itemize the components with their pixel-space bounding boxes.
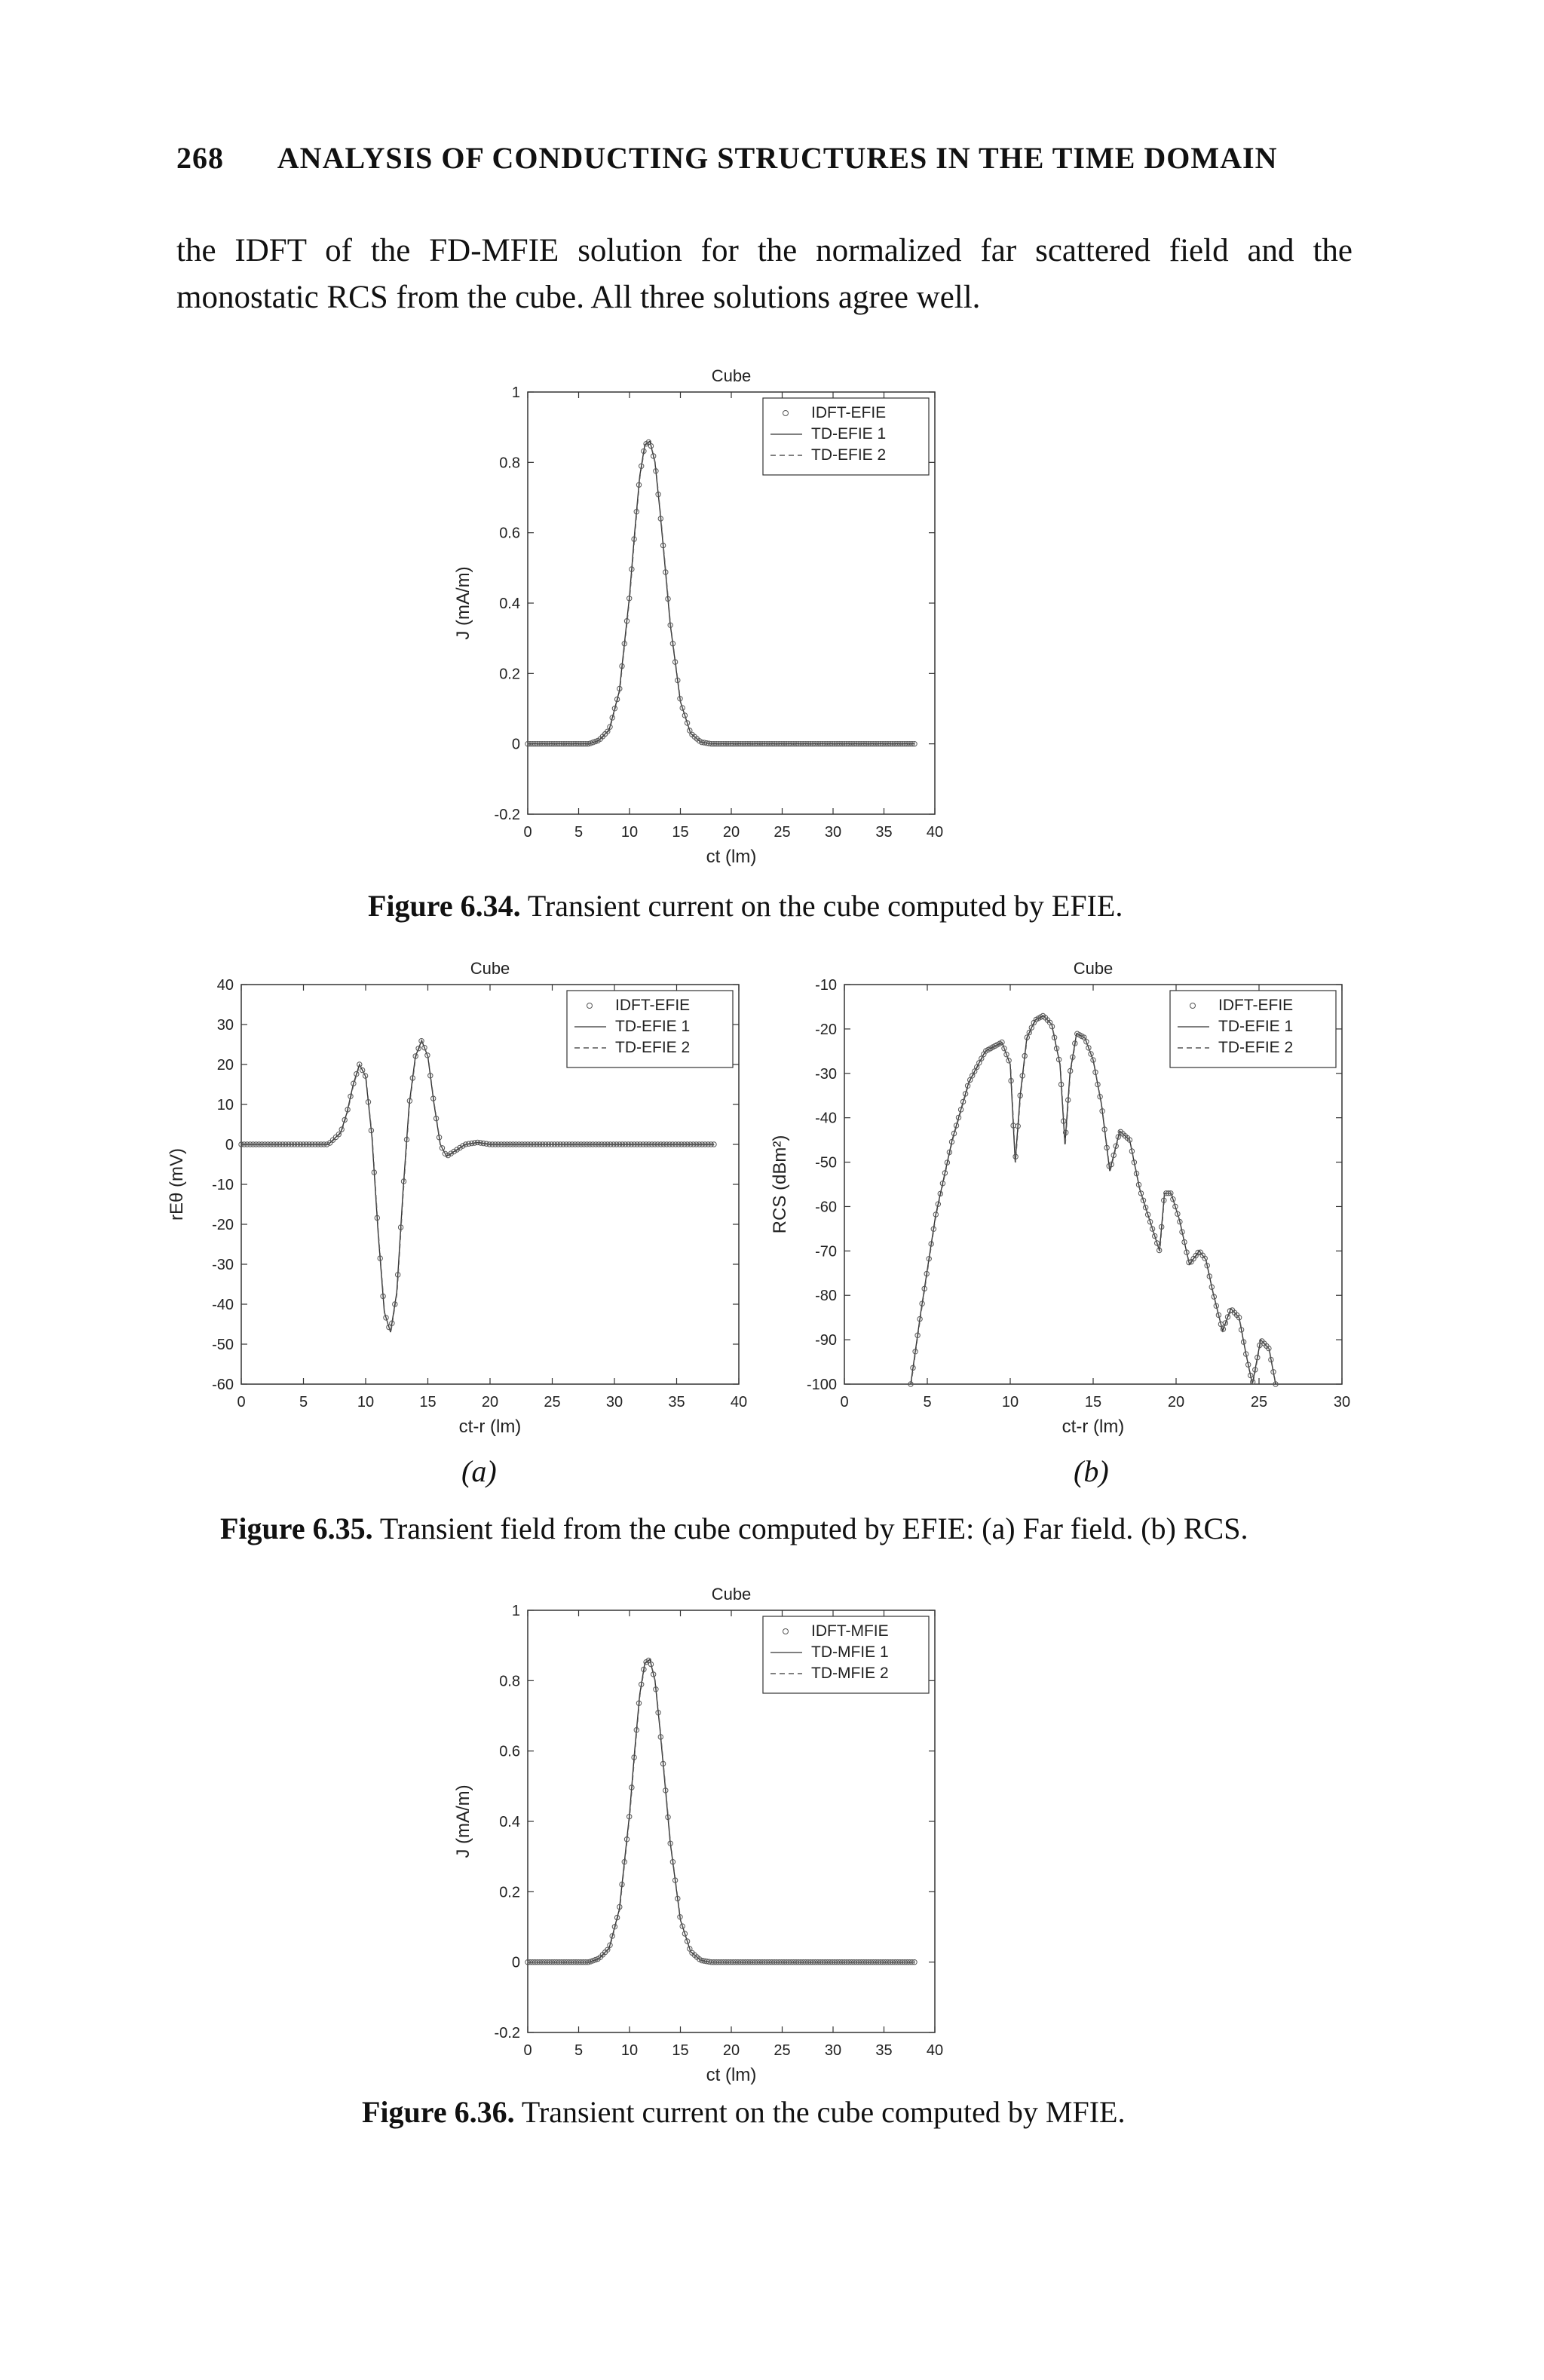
x-tick-label: 10 — [1001, 1394, 1019, 1411]
y-tick-label: 1 — [511, 1603, 520, 1619]
series-line-td-2 — [242, 1041, 715, 1333]
y-axis-label: RCS (dBm²) — [770, 1135, 790, 1234]
chart-fig-6-34 — [407, 354, 1071, 882]
chart-title: Cube — [1073, 959, 1114, 978]
x-tick-label: 40 — [730, 1394, 748, 1411]
y-tick-label: 0.8 — [499, 1673, 520, 1690]
legend-label: IDFT-EFIE — [1218, 997, 1294, 1014]
y-tick-label: -70 — [815, 1243, 837, 1260]
y-tick-label: 0 — [511, 736, 520, 753]
chart-title: Cube — [711, 366, 752, 385]
legend-label: IDFT-MFIE — [811, 1622, 889, 1640]
x-tick-label: 15 — [419, 1394, 437, 1411]
series-line-td-1 — [528, 1659, 914, 1962]
series-line-td-1 — [241, 1040, 714, 1332]
y-tick-label: 1 — [511, 384, 520, 401]
y-tick-label: -90 — [815, 1332, 837, 1349]
y-tick-label: 0 — [511, 1954, 520, 1971]
caption-fig-6-34 — [368, 888, 1123, 924]
y-tick-label: -80 — [815, 1288, 837, 1305]
x-tick-label: 0 — [840, 1394, 849, 1411]
x-tick-label: 35 — [875, 2042, 893, 2059]
x-axis-label: ct-r (lm) — [1062, 1417, 1125, 1437]
x-tick-label: 20 — [481, 1394, 499, 1411]
y-axis-label: J (mA/m) — [453, 1784, 473, 1858]
y-tick-label: -0.2 — [494, 2025, 520, 2042]
legend-label: TD-EFIE 1 — [1218, 1018, 1294, 1035]
caption-text: Transient current on the cube computed by MFIE. — [521, 2095, 1126, 2129]
y-tick-label: -20 — [815, 1021, 837, 1038]
legend — [763, 398, 929, 475]
caption-text: Transient field from the cube computed by EFIE: (a) Far field. (b) RCS. — [379, 1512, 1248, 1545]
x-tick-label: 30 — [824, 2042, 842, 2059]
x-tick-label: 40 — [926, 2042, 944, 2059]
legend-label: IDFT-EFIE — [811, 404, 887, 421]
y-tick-label: -30 — [212, 1257, 234, 1273]
legend-label: TD-EFIE 1 — [811, 425, 887, 443]
x-tick-label: 5 — [299, 1394, 308, 1411]
legend — [1170, 991, 1336, 1067]
x-tick-label: 20 — [722, 2042, 740, 2059]
caption-label: Figure 6.35. — [220, 1512, 373, 1545]
sublabel-b: (b) — [1074, 1454, 1109, 1488]
y-tick-label: -10 — [212, 1177, 234, 1193]
x-tick-label: 25 — [774, 824, 791, 841]
y-tick-label: 0 — [225, 1137, 234, 1153]
x-tick-label: 5 — [574, 824, 584, 841]
y-tick-label: -50 — [815, 1154, 837, 1172]
y-tick-label: 0.6 — [499, 1743, 520, 1760]
x-axis-label: ct-r (lm) — [458, 1417, 522, 1437]
x-tick-label: 30 — [1333, 1394, 1351, 1411]
x-tick-label: 30 — [605, 1394, 623, 1411]
x-tick-label: 25 — [774, 2042, 791, 2059]
y-tick-label: -30 — [815, 1065, 837, 1083]
legend-label: TD-EFIE 2 — [1218, 1039, 1294, 1056]
y-axis-label: rEθ (mV) — [167, 1148, 187, 1221]
chart-fig-6-35b — [739, 954, 1365, 1452]
page-number: 268 — [176, 141, 224, 175]
y-tick-label: 0.4 — [499, 1814, 520, 1830]
x-tick-label: 25 — [1250, 1394, 1268, 1411]
y-tick-label: -60 — [212, 1377, 234, 1393]
series-line-td-2 — [911, 1016, 1276, 1385]
legend-label: TD-EFIE 1 — [615, 1018, 691, 1035]
caption-label: Figure 6.34. — [368, 889, 521, 923]
legend-label: IDFT-EFIE — [615, 997, 691, 1014]
y-tick-label: -60 — [815, 1199, 837, 1216]
running-header — [176, 140, 1353, 176]
running-title: ANALYSIS OF CONDUCTING STRUCTURES IN THE TIME DOMAIN — [277, 141, 1278, 175]
chart-fig-6-36 — [407, 1576, 1071, 2103]
y-tick-label: -20 — [212, 1217, 234, 1233]
chart-title: Cube — [470, 959, 510, 978]
y-tick-label: -40 — [212, 1297, 234, 1313]
legend — [567, 991, 733, 1067]
x-tick-label: 40 — [926, 824, 944, 841]
x-axis-label: ct (lm) — [706, 2065, 757, 2085]
x-tick-label: 30 — [824, 824, 842, 841]
x-tick-label: 15 — [672, 2042, 689, 2059]
y-tick-label: -10 — [815, 977, 837, 994]
x-tick-label: 20 — [1167, 1394, 1185, 1411]
y-tick-label: 0.6 — [499, 525, 520, 542]
x-tick-label: 15 — [1084, 1394, 1102, 1411]
x-tick-label: 5 — [574, 2042, 584, 2059]
y-tick-label: 0.2 — [499, 666, 520, 683]
legend-label: TD-MFIE 1 — [811, 1643, 889, 1661]
y-tick-label: 0.8 — [499, 455, 520, 472]
series-line-td-2 — [528, 1660, 915, 1962]
legend-label: TD-EFIE 2 — [811, 446, 887, 464]
y-tick-label: -0.2 — [494, 807, 520, 823]
intro-paragraph: the IDFT of the FD-MFIE solution for the normalized far scattered field and the monostatic RCS from the cube. All three solutions agree well. — [176, 233, 1353, 315]
caption-fig-6-35 — [220, 1511, 1248, 1546]
caption-label: Figure 6.36. — [362, 2095, 515, 2129]
y-tick-label: 20 — [216, 1057, 234, 1074]
y-tick-label: -100 — [806, 1377, 837, 1393]
x-axis-label: ct (lm) — [706, 847, 757, 867]
x-tick-label: 5 — [923, 1394, 932, 1411]
x-tick-label: 10 — [620, 824, 639, 841]
legend — [763, 1616, 929, 1693]
y-tick-label: 30 — [216, 1017, 234, 1034]
y-tick-label: 10 — [216, 1097, 234, 1113]
series-line-td-2 — [528, 442, 915, 744]
caption-text: Transient current on the cube computed by EFIE. — [527, 889, 1123, 923]
x-tick-label: 25 — [544, 1394, 561, 1411]
caption-fig-6-36 — [362, 2094, 1125, 2130]
x-tick-label: 0 — [523, 824, 532, 841]
y-tick-label: 0.2 — [499, 1884, 520, 1901]
chart-fig-6-35a — [151, 954, 777, 1452]
series-line-td-1 — [528, 441, 914, 743]
sublabel-a: (a) — [461, 1454, 497, 1488]
x-tick-label: 15 — [672, 824, 689, 841]
legend-label: TD-MFIE 2 — [811, 1665, 889, 1682]
legend-label: TD-EFIE 2 — [615, 1039, 691, 1056]
y-tick-label: 40 — [216, 977, 234, 994]
x-tick-label: 0 — [523, 2042, 532, 2059]
x-tick-label: 20 — [722, 824, 740, 841]
y-axis-label: J (mA/m) — [453, 566, 473, 640]
x-tick-label: 35 — [668, 1394, 685, 1411]
y-tick-label: 0.4 — [499, 596, 520, 612]
x-tick-label: 0 — [237, 1394, 246, 1411]
x-tick-label: 10 — [357, 1394, 375, 1411]
chart-title: Cube — [711, 1585, 752, 1604]
y-tick-label: -40 — [815, 1110, 837, 1127]
y-tick-label: -50 — [212, 1337, 234, 1353]
x-tick-label: 10 — [620, 2042, 639, 2059]
x-tick-label: 35 — [875, 824, 893, 841]
